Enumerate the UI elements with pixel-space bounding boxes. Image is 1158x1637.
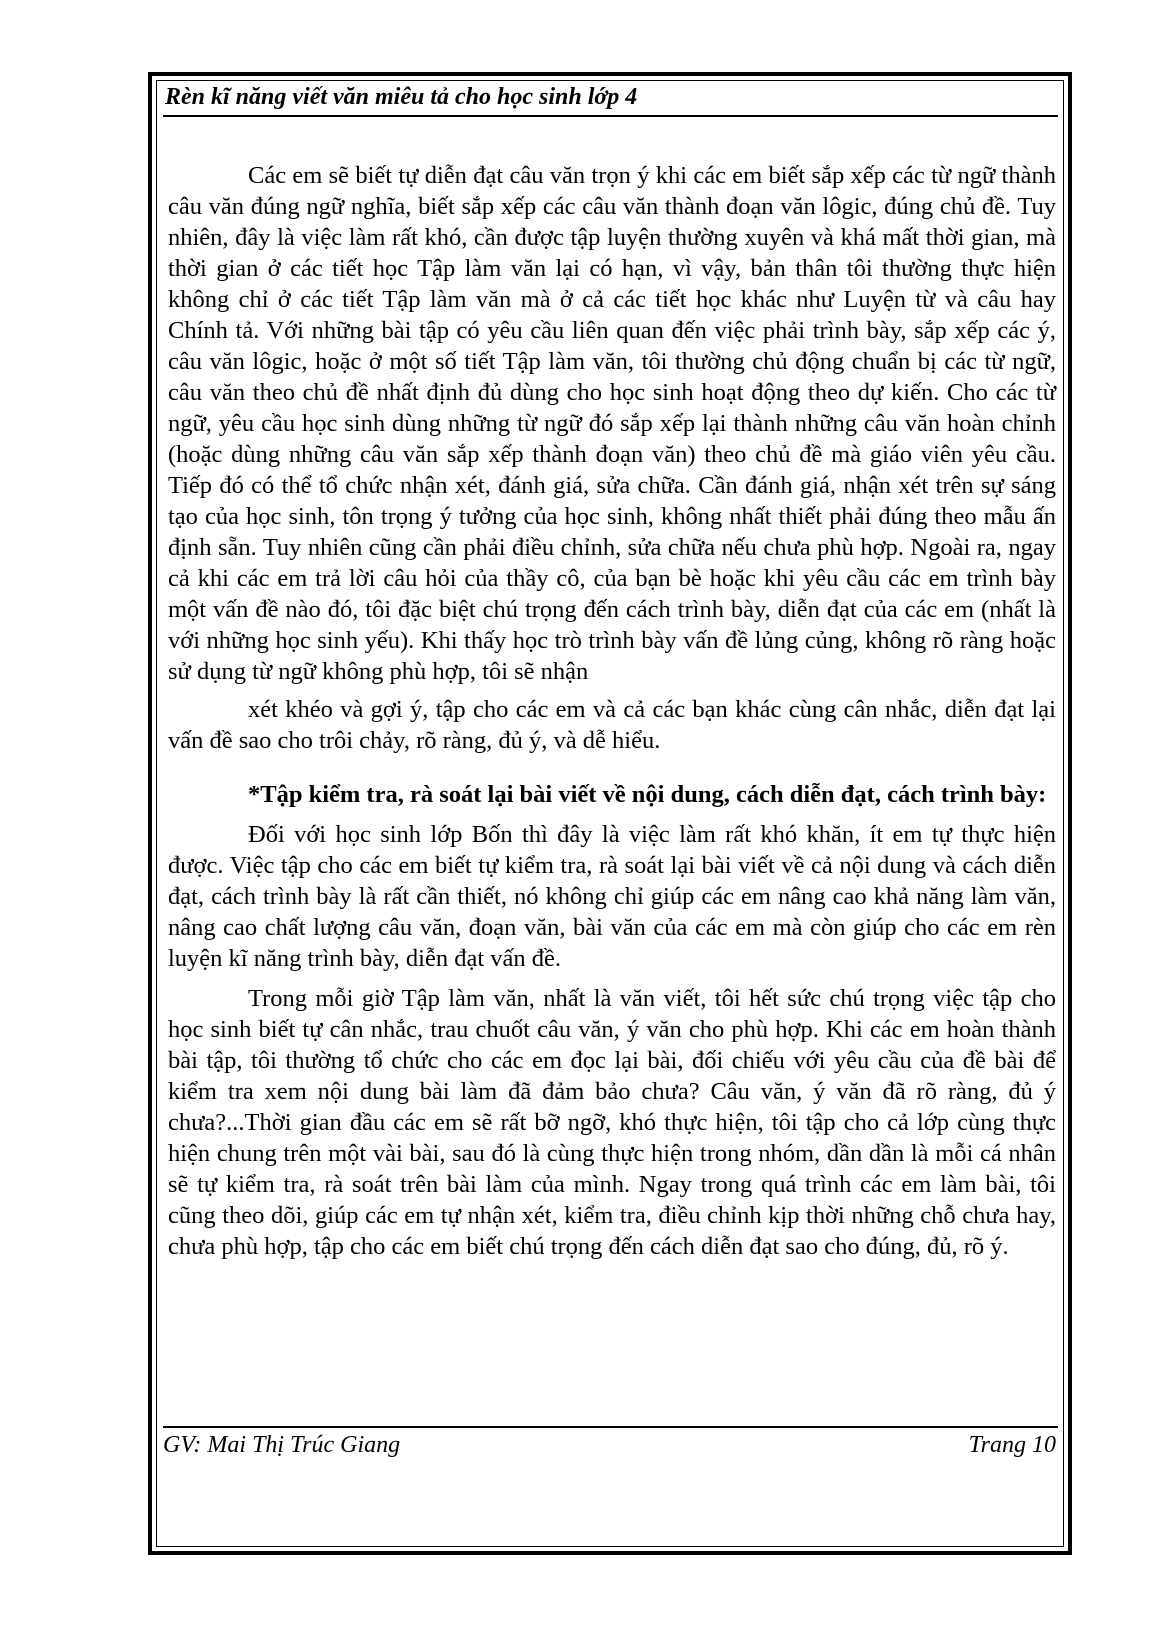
- footer-author: GV: Mai Thị Trúc Giang: [163, 1432, 401, 1458]
- paragraph-4: Trong mỗi giờ Tập làm văn, nhất là văn viết, tôi hết sức chú trọng việc tập cho học sinh biết tự cân nhắc, trau chuốt câu văn, ý văn cho phù hợp. Khi các em hoàn thành bài tập, tôi thường tổ chức cho các em đọc lại bài, đối chiếu với yêu cầu của đề bài để kiểm tra xem nội dung bài làm đã đảm bảo chưa? Câu văn, ý văn đã rõ ràng, đủ ý chưa?...Thời gian đầu các em sẽ rất bỡ ngỡ, khó thực hiện, tôi tập cho cả lớp cùng thực hiện chung trên một vài bài, sau đó là cùng thực hiện trong nhóm, dần dần là mỗi cá nhân sẽ tự kiểm tra, rà soát trên bài làm của mình. Ngay trong quá trình các em làm bài, tôi cũng theo dõi, giúp các em tự nhận xét, kiểm tra, điều chỉnh kịp thời những chỗ chưa hay, chưa phù hợp, tập cho các em biết chú trọng đến cách diễn đạt sao cho đúng, đủ, rõ ý.: [168, 985, 1056, 1260]
- running-header: Rèn kĩ năng viết văn miêu tả cho học sinh lớp 4: [165, 84, 638, 110]
- page-number: Trang 10: [968, 1432, 1056, 1458]
- document-body: [168, 160, 1056, 1262]
- section-heading: *Tập kiểm tra, rà soát lại bài viết về nội dung, cách diễn đạt, cách trình bày:: [248, 781, 1047, 808]
- running-footer: [163, 1432, 1056, 1459]
- paragraph-3: Đối với học sinh lớp Bốn thì đây là việc làm rất khó khăn, ít em tự thực hiện được. Việc tập cho các em biết tự kiểm tra, rà soát lại bài viết về cả nội dung và cách diễn đạt, cách trình bày là rất cần thiết, nó không chỉ giúp các em nâng cao khả năng làm văn, nâng cao chất lượng câu văn, đoạn văn, bài văn của các em mà còn giúp cho các em rèn luyện kĩ năng trình bày, diễn đạt vấn đề.: [168, 821, 1056, 972]
- header-divider: [163, 115, 1058, 117]
- paragraph-1: Các em sẽ biết tự diễn đạt câu văn trọn ý khi các em biết sắp xếp các từ ngữ thành câu văn đúng ngữ nghĩa, biết sắp xếp các câu văn thành đoạn văn lôgic, đúng chủ đề. Tuy nhiên, đây là việc làm rất khó, cần được tập luyện thường xuyên và khá mất thời gian, mà thời gian ở các tiết học Tập làm văn lại có hạn, vì vậy, bản thân tôi thường thực hiện không chỉ ở các tiết Tập làm văn mà ở cả các tiết học khác như Luyện từ và câu hay Chính tả. Với những bài tập có yêu cầu liên quan đến việc phải trình bày, sắp xếp các ý, câu văn lôgic, hoặc ở một số tiết Tập làm văn, tôi thường chủ động chuẩn bị các từ ngữ, câu văn theo chủ đề nhất định đủ dùng cho học sinh hoạt động theo dự kiến. Cho các từ ngữ, yêu cầu học sinh dùng những từ ngữ đó sắp xếp lại thành những câu văn hoàn chỉnh (hoặc dùng những câu văn sắp xếp thành đoạn văn) theo chủ đề mà giáo viên yêu cầu. Tiếp đó có thể tổ chức nhận xét, đánh giá, sửa chữa. Cần đánh giá, nhận xét trên sự sáng tạo của học sinh, tôn trọng ý tưởng của học sinh, không nhất thiết phải đúng theo mẫu ấn định sẵn. Tuy nhiên cũng cần phải điều chỉnh, sửa chữa nếu chưa phù hợp. Ngoài ra, ngay cả khi các em trả lời câu hỏi của thầy cô, của bạn bè hoặc khi yêu cầu các em trình bày một vấn đề nào đó, tôi đặc biệt chú trọng đến cách trình bày, diễn đạt của các em (nhất là với những học sinh yếu). Khi thấy học trò trình bày vấn đề lủng củng, không rõ ràng hoặc sử dụng từ ngữ không phù hợp, tôi sẽ nhận: [168, 162, 1056, 685]
- paragraph-2: xét khéo và gợi ý, tập cho các em và cả các bạn khác cùng cân nhắc, diễn đạt lại vấn đề sao cho trôi chảy, rõ ràng, đủ ý, và dễ hiểu.: [168, 696, 1056, 754]
- footer-divider: [163, 1426, 1058, 1428]
